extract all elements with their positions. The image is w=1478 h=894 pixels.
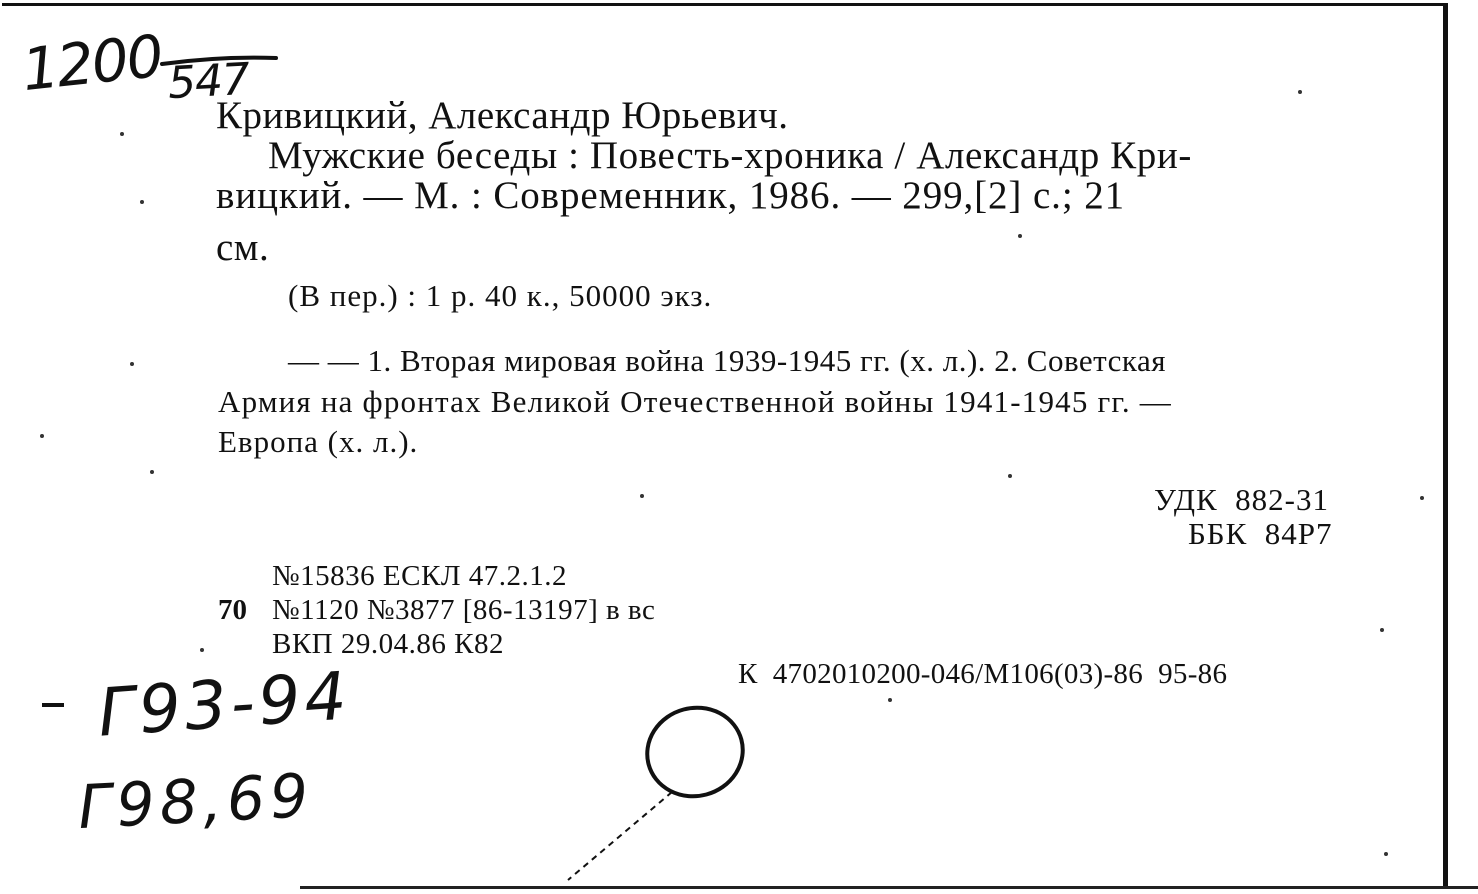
subjects-line-1: — — 1. Вторая мировая война 1939-1945 гг. (х. л.). 2. Советская xyxy=(288,343,1166,378)
isbn-code: К 4702010200-046/М106(03)-86 95-86 xyxy=(738,658,1228,690)
scan-speck xyxy=(640,494,644,498)
scan-speck xyxy=(140,200,144,204)
scan-speck xyxy=(40,434,44,438)
scan-speck xyxy=(120,132,124,136)
title-line-3: см. xyxy=(216,226,270,269)
scan-speck xyxy=(1384,852,1388,856)
author-heading: Кривицкий, Александр Юрьевич. xyxy=(216,94,789,137)
subjects-line-2: Армия на фронтах Великой Отечественной войны 1941-1945 гг. — xyxy=(218,384,1172,419)
service-prefix: 70 xyxy=(218,594,247,626)
handwritten-code-1: Г93-94 xyxy=(95,657,353,752)
service-line-1: №15836 ЕСКЛ 47.2.1.2 xyxy=(272,560,567,592)
fraction-bar xyxy=(160,52,280,72)
scan-speck xyxy=(1380,628,1384,632)
title-line-1: Мужские беседы : Повесть-хроника / Александр Кри- xyxy=(268,134,1192,177)
scan-speck xyxy=(150,470,154,474)
service-line-2: №1120 №3877 [86-13197] в вс xyxy=(272,594,656,626)
scan-speck xyxy=(888,698,892,702)
subjects-line-3: Европа (х. л.). xyxy=(218,424,419,459)
price-line: (В пер.) : 1 р. 40 к., 50000 экз. xyxy=(288,278,713,313)
circle-mark xyxy=(560,700,760,885)
service-line-3: ВКП 29.04.86 К82 xyxy=(272,628,504,660)
title-line-2: вицкий. — М. : Современник, 1986. — 299,[2] с.; 21 xyxy=(216,174,1126,217)
scan-speck xyxy=(200,648,204,652)
scan-speck xyxy=(1008,474,1012,478)
handwritten-top-number: 1200 xyxy=(18,21,165,105)
card-bottom-edge xyxy=(300,886,1478,889)
scan-speck xyxy=(1298,90,1302,94)
scan-speck xyxy=(1018,234,1022,238)
bbk-code: ББК 84Р7 xyxy=(1188,516,1333,551)
scan-speck xyxy=(1420,496,1424,500)
handwritten-top-fraction: 547 xyxy=(166,53,251,110)
dash-mark xyxy=(40,700,70,710)
udk-code: УДК 882-31 xyxy=(1154,482,1329,517)
handwritten-code-2: Г98,69 xyxy=(76,760,315,844)
scan-speck xyxy=(130,362,134,366)
